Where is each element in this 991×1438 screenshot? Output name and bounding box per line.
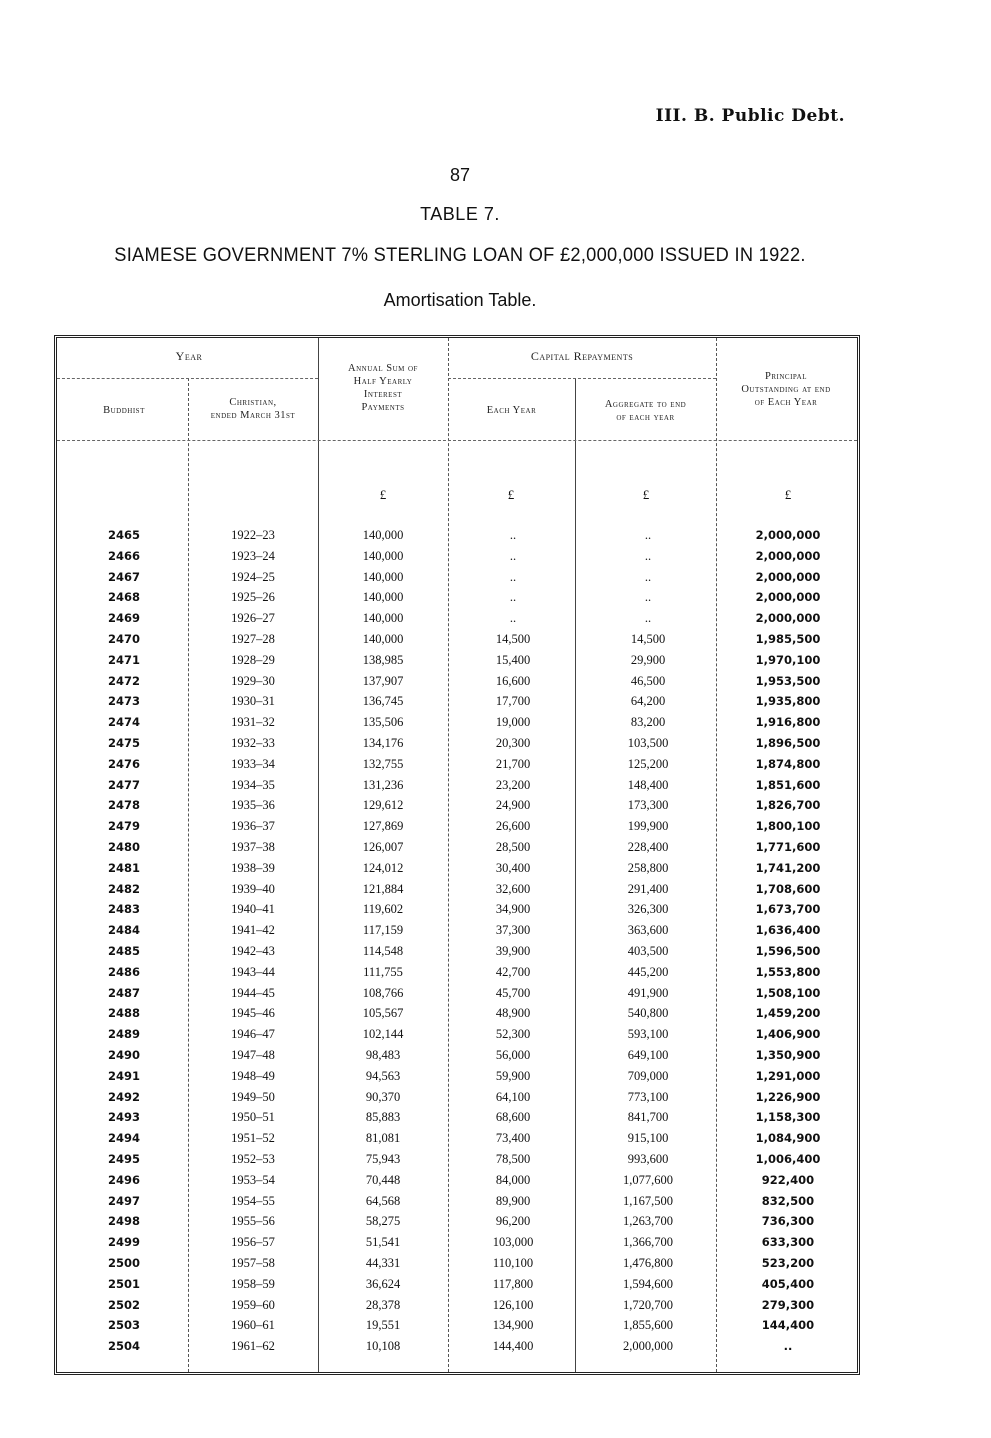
repayment-aggregate-cell: 649,100 bbox=[627, 1048, 669, 1062]
repayment-each-cell: 64,100 bbox=[495, 1089, 531, 1104]
currency-symbol: £ bbox=[507, 487, 515, 502]
principal-cell: 922,400 bbox=[761, 1172, 815, 1187]
header-interest bbox=[318, 362, 448, 414]
header-rule bbox=[57, 440, 857, 441]
buddhist-year-cell: 2489 bbox=[107, 1027, 140, 1042]
buddhist-year-cell: 2491 bbox=[107, 1068, 140, 1083]
buddhist-year-cell: 2475 bbox=[107, 736, 140, 750]
repayment-each-cell: .. bbox=[509, 569, 517, 584]
buddhist-year-cell: 2486 bbox=[107, 964, 140, 979]
principal-cell: 1,708,600 bbox=[755, 881, 821, 896]
christian-year-cell: 1925–26 bbox=[231, 590, 275, 605]
christian-year-cell: 1953–54 bbox=[231, 1172, 275, 1187]
interest-cell: 90,370 bbox=[365, 1089, 401, 1104]
principal-cell: 1,084,900 bbox=[755, 1131, 821, 1146]
christian-year-cell: 1922–23 bbox=[231, 528, 275, 542]
repayment-each-cell: 21,700 bbox=[495, 756, 531, 771]
header-each-year: Each Year bbox=[486, 405, 537, 416]
header-interest-line: Half Yearly bbox=[353, 376, 413, 387]
principal-cell: 2,000,000 bbox=[755, 569, 821, 584]
interest-cell: 85,883 bbox=[365, 1110, 401, 1125]
principal-cell: 2,000,000 bbox=[755, 528, 821, 542]
repayment-each-cell: 15,400 bbox=[495, 652, 531, 667]
principal-cell: 2,000,000 bbox=[755, 590, 821, 605]
principal-cell: 1,826,700 bbox=[755, 798, 821, 813]
repayment-each-cell: 20,300 bbox=[495, 736, 531, 750]
repayment-aggregate-cell: 540,800 bbox=[627, 1006, 669, 1021]
christian-year-cell: 1939–40 bbox=[231, 881, 275, 896]
repayment-aggregate-cell: 403,500 bbox=[627, 944, 669, 958]
buddhist-year-cell: 2465 bbox=[107, 528, 140, 542]
repayment-each-cell: 56,000 bbox=[495, 1048, 531, 1062]
buddhist-year-cell: 2488 bbox=[107, 1006, 140, 1021]
currency-symbol: £ bbox=[379, 487, 387, 502]
header-principal-line: Principal bbox=[765, 371, 807, 382]
buddhist-year-cell: 2478 bbox=[107, 798, 140, 813]
repayment-aggregate-cell: 1,167,500 bbox=[623, 1193, 673, 1208]
header-aggregate-line: of each year bbox=[616, 412, 675, 423]
repayment-aggregate-cell: 1,855,600 bbox=[623, 1318, 673, 1333]
buddhist-year-cell: 2499 bbox=[107, 1235, 140, 1250]
principal-cell: 1,508,100 bbox=[755, 985, 821, 1000]
header-buddhist: Buddhist bbox=[103, 405, 145, 416]
page-number: 87 bbox=[449, 165, 471, 185]
header-rule bbox=[448, 378, 716, 379]
christian-year-cell: 1952–53 bbox=[231, 1152, 275, 1166]
interest-cell: 102,144 bbox=[362, 1027, 404, 1042]
repayment-each-cell: 89,900 bbox=[495, 1193, 531, 1208]
interest-cell: 138,985 bbox=[362, 652, 404, 667]
repayment-each-cell: 45,700 bbox=[495, 985, 531, 1000]
buddhist-year-cell: 2483 bbox=[107, 902, 140, 917]
repayment-aggregate-cell: 46,500 bbox=[630, 673, 666, 688]
repayment-each-cell: .. bbox=[509, 548, 517, 563]
interest-cell: 58,275 bbox=[365, 1214, 401, 1229]
repayment-aggregate-cell: 445,200 bbox=[627, 964, 669, 979]
buddhist-year-cell: 2493 bbox=[107, 1110, 140, 1125]
buddhist-year-cell: 2470 bbox=[107, 632, 140, 646]
interest-cell: 108,766 bbox=[362, 985, 404, 1000]
repayment-each-cell: 14,500 bbox=[495, 632, 531, 646]
principal-cell: 1,291,000 bbox=[755, 1068, 821, 1083]
christian-year-cell: 1923–24 bbox=[231, 548, 275, 563]
header-capital-repayments: Capital Repayments bbox=[530, 349, 634, 363]
interest-cell: 119,602 bbox=[362, 902, 404, 917]
header-christian bbox=[188, 396, 318, 422]
header-interest-line: Payments bbox=[361, 402, 405, 413]
interest-cell: 44,331 bbox=[365, 1256, 401, 1270]
buddhist-year-cell: 2476 bbox=[107, 756, 140, 771]
christian-year-cell: 1938–39 bbox=[231, 860, 275, 875]
repayment-aggregate-cell: 228,400 bbox=[627, 840, 669, 854]
header-christian-line: Christian, bbox=[229, 397, 277, 408]
repayment-aggregate-cell: 64,200 bbox=[630, 694, 666, 709]
principal-cell: 736,300 bbox=[761, 1214, 815, 1229]
repayment-each-cell: 96,200 bbox=[495, 1214, 531, 1229]
principal-cell: 1,636,400 bbox=[755, 923, 821, 938]
repayment-aggregate-cell: 363,600 bbox=[627, 923, 669, 938]
christian-year-cell: 1948–49 bbox=[231, 1068, 275, 1083]
interest-cell: 132,755 bbox=[362, 756, 404, 771]
principal-cell: 1,459,200 bbox=[755, 1006, 821, 1021]
interest-cell: 114,548 bbox=[362, 944, 404, 958]
principal-cell: 1,970,100 bbox=[755, 652, 821, 667]
buddhist-year-cell: 2484 bbox=[107, 923, 140, 938]
repayment-each-cell: 73,400 bbox=[495, 1131, 531, 1146]
christian-year-cell: 1955–56 bbox=[231, 1214, 275, 1229]
christian-year-cell: 1931–32 bbox=[231, 715, 275, 730]
buddhist-year-cell: 2487 bbox=[107, 985, 140, 1000]
interest-cell: 19,551 bbox=[365, 1318, 401, 1333]
interest-cell: 51,541 bbox=[365, 1235, 401, 1250]
repayment-each-cell: 126,100 bbox=[492, 1297, 534, 1312]
repayment-aggregate-cell: 915,100 bbox=[627, 1131, 669, 1146]
repayment-aggregate-cell: 1,077,600 bbox=[623, 1172, 673, 1187]
christian-year-cell: 1950–51 bbox=[231, 1110, 275, 1125]
repayment-each-cell: 24,900 bbox=[495, 798, 531, 813]
principal-cell: 144,400 bbox=[761, 1318, 815, 1333]
repayment-each-cell: 103,000 bbox=[492, 1235, 534, 1250]
repayment-aggregate-cell: 2,000,000 bbox=[623, 1339, 673, 1354]
header-interest-line: Interest bbox=[363, 389, 403, 400]
interest-cell: 136,745 bbox=[362, 694, 404, 709]
table-label: TABLE 7. bbox=[420, 204, 500, 224]
buddhist-year-cell: 2503 bbox=[107, 1318, 140, 1333]
repayment-aggregate-cell: 1,594,600 bbox=[623, 1276, 673, 1291]
repayment-aggregate-cell: 83,200 bbox=[630, 715, 666, 730]
buddhist-year-cell: 2502 bbox=[107, 1297, 140, 1312]
interest-cell: 111,755 bbox=[363, 964, 403, 979]
repayment-each-cell: 17,700 bbox=[495, 694, 531, 709]
interest-cell: 137,907 bbox=[362, 673, 404, 688]
interest-cell: 127,869 bbox=[362, 819, 404, 834]
header-interest-line: Annual Sum of bbox=[348, 363, 418, 374]
repayment-aggregate-cell: .. bbox=[644, 590, 652, 605]
buddhist-year-cell: 2480 bbox=[107, 840, 140, 854]
principal-cell: 523,200 bbox=[761, 1256, 815, 1270]
christian-year-cell: 1941–42 bbox=[231, 923, 275, 938]
principal-cell: 832,500 bbox=[761, 1193, 815, 1208]
section-heading: III. B. Public Debt. bbox=[655, 106, 845, 126]
principal-cell: 1,158,300 bbox=[755, 1110, 821, 1125]
principal-cell: 2,000,000 bbox=[755, 611, 821, 626]
interest-cell: 140,000 bbox=[362, 528, 404, 542]
principal-cell: 1,006,400 bbox=[755, 1152, 821, 1166]
principal-cell: 1,800,100 bbox=[755, 819, 821, 834]
document-subtitle: Amortisation Table. bbox=[383, 290, 537, 310]
repayment-each-cell: 32,600 bbox=[495, 881, 531, 896]
buddhist-year-cell: 2468 bbox=[107, 590, 140, 605]
principal-cell: 405,400 bbox=[761, 1276, 815, 1291]
principal-cell: 279,300 bbox=[761, 1297, 815, 1312]
buddhist-year-cell: 2474 bbox=[107, 715, 140, 730]
repayment-aggregate-cell: 773,100 bbox=[627, 1089, 669, 1104]
buddhist-year-cell: 2485 bbox=[107, 944, 140, 958]
christian-year-cell: 1957–58 bbox=[231, 1256, 275, 1270]
repayment-each-cell: 117,800 bbox=[492, 1276, 534, 1291]
christian-year-cell: 1928–29 bbox=[231, 652, 275, 667]
christian-year-cell: 1943–44 bbox=[231, 964, 275, 979]
interest-cell: 28,378 bbox=[365, 1297, 401, 1312]
repayment-aggregate-cell: 199,900 bbox=[627, 819, 669, 834]
repayment-aggregate-cell: 173,300 bbox=[627, 798, 669, 813]
repayment-aggregate-cell: 1,476,800 bbox=[623, 1256, 673, 1270]
repayment-each-cell: 34,900 bbox=[495, 902, 531, 917]
christian-year-cell: 1956–57 bbox=[231, 1235, 275, 1250]
principal-cell: 1,741,200 bbox=[755, 860, 821, 875]
repayment-each-cell: 26,600 bbox=[495, 819, 531, 834]
repayment-aggregate-cell: .. bbox=[644, 569, 652, 584]
interest-cell: 117,159 bbox=[362, 923, 404, 938]
repayment-each-cell: 16,600 bbox=[495, 673, 531, 688]
repayment-each-cell: 78,500 bbox=[495, 1152, 531, 1166]
buddhist-year-cell: 2469 bbox=[107, 611, 140, 626]
repayment-aggregate-cell: 326,300 bbox=[627, 902, 669, 917]
christian-year-cell: 1924–25 bbox=[231, 569, 275, 584]
repayment-aggregate-cell: .. bbox=[644, 548, 652, 563]
repayment-each-cell: 37,300 bbox=[495, 923, 531, 938]
interest-cell: 134,176 bbox=[362, 736, 404, 750]
interest-cell: 129,612 bbox=[362, 798, 404, 813]
repayment-aggregate-cell: 148,400 bbox=[627, 777, 669, 792]
repayment-each-cell: 110,100 bbox=[492, 1256, 534, 1270]
christian-year-cell: 1944–45 bbox=[231, 985, 275, 1000]
repayment-each-cell: 48,900 bbox=[495, 1006, 531, 1021]
repayment-aggregate-cell: 1,366,700 bbox=[623, 1235, 673, 1250]
repayment-each-cell: 39,900 bbox=[495, 944, 531, 958]
repayment-aggregate-cell: 841,700 bbox=[627, 1110, 669, 1125]
buddhist-year-cell: 2482 bbox=[107, 881, 140, 896]
repayment-aggregate-cell: 291,400 bbox=[627, 881, 669, 896]
repayment-each-cell: 134,900 bbox=[492, 1318, 534, 1333]
buddhist-year-cell: 2497 bbox=[107, 1193, 140, 1208]
christian-year-cell: 1935–36 bbox=[231, 798, 275, 813]
interest-cell: 140,000 bbox=[362, 548, 404, 563]
interest-cell: 75,943 bbox=[365, 1152, 401, 1166]
repayment-aggregate-cell: 29,900 bbox=[630, 652, 666, 667]
interest-cell: 135,506 bbox=[362, 715, 404, 730]
interest-cell: 36,624 bbox=[365, 1276, 401, 1291]
christian-year-cell: 1936–37 bbox=[231, 819, 275, 834]
principal-cell: 633,300 bbox=[761, 1235, 815, 1250]
christian-year-cell: 1947–48 bbox=[231, 1048, 275, 1062]
christian-year-cell: 1961–62 bbox=[231, 1339, 275, 1354]
interest-cell: 140,000 bbox=[362, 590, 404, 605]
document-title: SIAMESE GOVERNMENT 7% STERLING LOAN OF £2,000,000 ISSUED IN 1922. bbox=[114, 245, 806, 266]
repayment-aggregate-cell: 1,263,700 bbox=[623, 1214, 673, 1229]
buddhist-year-cell: 2473 bbox=[107, 694, 140, 709]
buddhist-year-cell: 2492 bbox=[107, 1089, 140, 1104]
principal-cell: 1,953,500 bbox=[755, 673, 821, 688]
repayment-each-cell: 30,400 bbox=[495, 860, 531, 875]
repayment-aggregate-cell: 491,900 bbox=[627, 985, 669, 1000]
christian-year-cell: 1926–27 bbox=[231, 611, 275, 626]
interest-cell: 105,567 bbox=[362, 1006, 404, 1021]
principal-cell: 1,985,500 bbox=[755, 632, 821, 646]
principal-cell: 1,874,800 bbox=[755, 756, 821, 771]
buddhist-year-cell: 2495 bbox=[107, 1152, 140, 1166]
interest-cell: 140,000 bbox=[362, 611, 404, 626]
header-rule bbox=[57, 378, 318, 379]
repayment-each-cell: 84,000 bbox=[495, 1172, 531, 1187]
repayment-each-cell: 42,700 bbox=[495, 964, 531, 979]
christian-year-cell: 1940–41 bbox=[231, 902, 275, 917]
header-principal-line: of Each Year bbox=[754, 397, 818, 408]
repayment-aggregate-cell: 14,500 bbox=[630, 632, 666, 646]
repayment-aggregate-cell: 993,600 bbox=[627, 1152, 669, 1166]
principal-cell: 1,851,600 bbox=[755, 777, 821, 792]
christian-year-cell: 1959–60 bbox=[231, 1297, 275, 1312]
christian-year-cell: 1934–35 bbox=[231, 777, 275, 792]
buddhist-year-cell: 2498 bbox=[107, 1214, 140, 1229]
repayment-each-cell: 52,300 bbox=[495, 1027, 531, 1042]
interest-cell: 64,568 bbox=[365, 1193, 401, 1208]
header-principal bbox=[716, 370, 856, 409]
buddhist-year-cell: 2504 bbox=[107, 1339, 140, 1354]
buddhist-year-cell: 2467 bbox=[107, 569, 140, 584]
repayment-each-cell: 68,600 bbox=[495, 1110, 531, 1125]
buddhist-year-cell: 2481 bbox=[107, 860, 140, 875]
header-christian-line: ended March 31st bbox=[210, 410, 296, 421]
repayment-aggregate-cell: 258,800 bbox=[627, 860, 669, 875]
christian-year-cell: 1927–28 bbox=[231, 632, 275, 646]
principal-cell: 2,000,000 bbox=[755, 548, 821, 563]
repayment-aggregate-cell: 709,000 bbox=[627, 1068, 669, 1083]
header-aggregate bbox=[575, 398, 716, 424]
repayment-aggregate-cell: 125,200 bbox=[627, 756, 669, 771]
buddhist-year-cell: 2472 bbox=[107, 673, 140, 688]
repayment-each-cell: 28,500 bbox=[495, 840, 531, 854]
interest-cell: 94,563 bbox=[365, 1068, 401, 1083]
repayment-each-cell: .. bbox=[509, 590, 517, 605]
principal-cell: 1,916,800 bbox=[755, 715, 821, 730]
header-principal-line: Outstanding at end bbox=[741, 384, 831, 395]
buddhist-year-cell: 2501 bbox=[107, 1276, 140, 1291]
principal-cell: 1,350,900 bbox=[755, 1048, 821, 1062]
interest-cell: 98,483 bbox=[365, 1048, 401, 1062]
principal-cell: 1,896,500 bbox=[755, 736, 821, 750]
interest-cell: 81,081 bbox=[365, 1131, 401, 1146]
buddhist-year-cell: 2471 bbox=[107, 652, 140, 667]
christian-year-cell: 1937–38 bbox=[231, 840, 275, 854]
principal-cell: 1,553,800 bbox=[755, 964, 821, 979]
principal-cell: .. bbox=[783, 1339, 793, 1354]
christian-year-cell: 1942–43 bbox=[231, 944, 275, 958]
christian-year-cell: 1932–33 bbox=[231, 736, 275, 750]
christian-year-cell: 1960–61 bbox=[231, 1318, 275, 1333]
repayment-aggregate-cell: .. bbox=[644, 611, 652, 626]
repayment-each-cell: 23,200 bbox=[495, 777, 531, 792]
currency-symbol: £ bbox=[784, 487, 792, 502]
christian-year-cell: 1933–34 bbox=[231, 756, 275, 771]
repayment-aggregate-cell: 103,500 bbox=[627, 736, 669, 750]
repayment-aggregate-cell: 593,100 bbox=[627, 1027, 669, 1042]
header-aggregate-line: Aggregate to end bbox=[604, 399, 687, 410]
principal-cell: 1,673,700 bbox=[755, 902, 821, 917]
repayment-each-cell: 19,000 bbox=[495, 715, 531, 730]
christian-year-cell: 1946–47 bbox=[231, 1027, 275, 1042]
principal-cell: 1,771,600 bbox=[755, 840, 821, 854]
buddhist-year-cell: 2494 bbox=[107, 1131, 140, 1146]
buddhist-year-cell: 2490 bbox=[107, 1048, 140, 1062]
repayment-each-cell: .. bbox=[509, 528, 517, 542]
interest-cell: 126,007 bbox=[362, 840, 404, 854]
repayment-aggregate-cell: 1,720,700 bbox=[623, 1297, 673, 1312]
christian-year-cell: 1945–46 bbox=[231, 1006, 275, 1021]
christian-year-cell: 1930–31 bbox=[231, 694, 275, 709]
interest-cell: 124,012 bbox=[362, 860, 404, 875]
christian-year-cell: 1958–59 bbox=[231, 1276, 275, 1291]
principal-cell: 1,226,900 bbox=[755, 1089, 821, 1104]
interest-cell: 121,884 bbox=[362, 881, 404, 896]
buddhist-year-cell: 2479 bbox=[107, 819, 140, 834]
buddhist-year-cell: 2500 bbox=[107, 1256, 140, 1270]
repayment-each-cell: .. bbox=[509, 611, 517, 626]
currency-symbol: £ bbox=[642, 487, 650, 502]
header-year: Year bbox=[175, 349, 203, 363]
principal-cell: 1,596,500 bbox=[755, 944, 821, 958]
christian-year-cell: 1949–50 bbox=[231, 1089, 275, 1104]
buddhist-year-cell: 2496 bbox=[107, 1172, 140, 1187]
repayment-aggregate-cell: .. bbox=[644, 528, 652, 542]
repayment-each-cell: 144,400 bbox=[492, 1339, 534, 1354]
interest-cell: 10,108 bbox=[365, 1339, 401, 1354]
christian-year-cell: 1951–52 bbox=[231, 1131, 275, 1146]
repayment-each-cell: 59,900 bbox=[495, 1068, 531, 1083]
interest-cell: 140,000 bbox=[362, 632, 404, 646]
interest-cell: 70,448 bbox=[365, 1172, 401, 1187]
buddhist-year-cell: 2466 bbox=[107, 548, 140, 563]
principal-cell: 1,935,800 bbox=[755, 694, 821, 709]
buddhist-year-cell: 2477 bbox=[107, 777, 140, 792]
christian-year-cell: 1929–30 bbox=[231, 673, 275, 688]
christian-year-cell: 1954–55 bbox=[231, 1193, 275, 1208]
interest-cell: 131,236 bbox=[362, 777, 404, 792]
interest-cell: 140,000 bbox=[362, 569, 404, 584]
principal-cell: 1,406,900 bbox=[755, 1027, 821, 1042]
